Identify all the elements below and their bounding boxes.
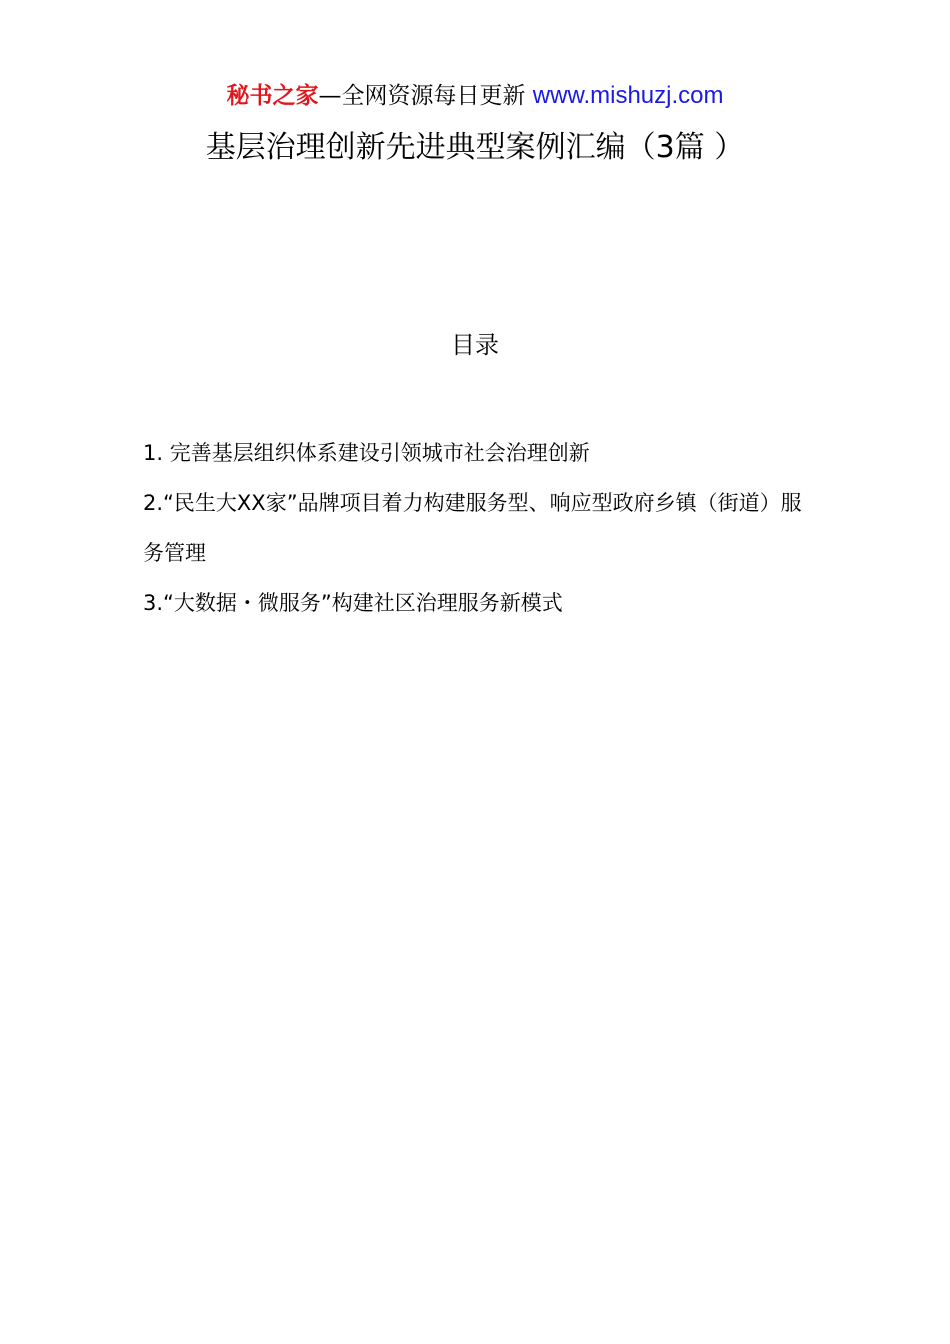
site-url-link[interactable]: www.mishuzj.com xyxy=(532,82,724,109)
document-title: 基层治理创新先进典型案例汇编（3篇 ） xyxy=(205,130,745,165)
header-slogan: —全网资源每日更新 xyxy=(318,83,533,109)
toc-heading: 目录 xyxy=(451,331,499,359)
toc-item-1: 1. 完善基层组织体系建设引领城市社会治理创新 xyxy=(143,441,590,465)
brand-name: 秘书之家 xyxy=(226,83,319,109)
table-of-contents xyxy=(143,428,813,628)
site-header xyxy=(0,80,950,112)
toc-item-2: 2.“民生大XX家”品牌项目着力构建服务型、响应型政府乡镇（街道）服务管理 xyxy=(143,491,802,565)
toc-item-3: 3.“大数据・微服务”构建社区治理服务新模式 xyxy=(143,591,563,615)
